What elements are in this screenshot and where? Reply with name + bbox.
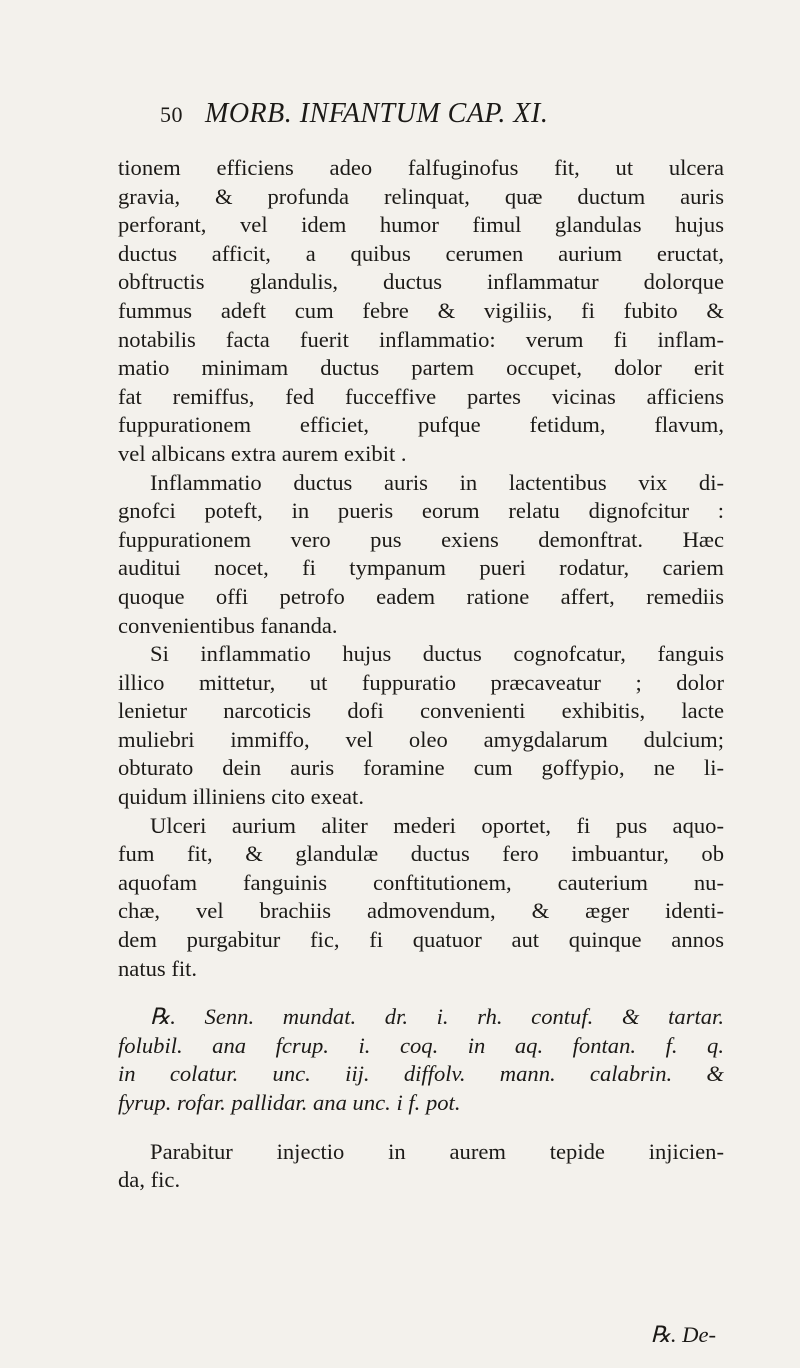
text-line: convenientibus fananda. [118, 612, 338, 638]
text-line: Parabitur injectio in aurem tepide injicien- [150, 1138, 724, 1164]
recipe-line: folubil. ana fcrup. i. coq. in aq. fontan. f. q. [118, 1032, 724, 1058]
text-line: ductus afficit, a quibus cerumen aurium eructat, [118, 240, 724, 266]
text-line: perforant, vel idem humor fimul glandulas hujus [118, 212, 724, 238]
text-line: tionem efficiens adeo falfuginofus fit, ut ulcera [118, 155, 724, 180]
running-header [160, 98, 548, 130]
body-text [118, 154, 724, 1195]
paragraph [118, 640, 724, 812]
paragraph [118, 469, 724, 641]
text-line: illico mittetur, ut fuppuratio præcaveatur ; dolor [118, 669, 724, 695]
text-line: obftructis glandulis, ductus inflammatur dolorque [118, 269, 724, 295]
text-line: Inflammatio ductus auris in lactentibus vix di- [150, 469, 724, 495]
text-line: aquofam fanguinis conftitutionem, cauterium nu- [118, 869, 724, 895]
text-line: fuppurationem vero pus exiens demonftrat. Hæc [118, 526, 724, 552]
text-line: fat remiffus, fed fucceffive partes vicinas afficiens [118, 383, 724, 409]
text-line: lenietur narcoticis dofi convenienti exhibitis, lacte [118, 698, 724, 724]
text-line: natus fit. [118, 955, 198, 981]
text-line: quoque offi petrofo eadem ratione affert, remediis [118, 583, 724, 609]
text-line: obturato dein auris foramine cum goffypio, ne li- [118, 755, 724, 781]
text-line: Ulceri aurium aliter mederi oportet, fi pus aquo- [150, 812, 724, 838]
recipe-line: in colatur. unc. iij. diffolv. mann. calabrin. & [118, 1061, 724, 1087]
text-line: fummus adeft cum febre & vigiliis, fi fubito & [118, 297, 724, 323]
recipe-line: fyrup. rofar. pallidar. ana unc. i f. pot. [118, 1090, 461, 1115]
paragraph [118, 1138, 724, 1195]
text-line: fum fit, & glandulæ ductus fero imbuantur, ob [118, 841, 724, 867]
text-line: quidum illiniens cito exeat. [118, 784, 364, 810]
text-line: matio minimam ductus partem occupet, dolor erit [118, 355, 724, 381]
recipe-block [118, 1003, 724, 1117]
text-line: gnofci poteft, in pueris eorum relatu dignofcitur : [118, 498, 724, 524]
text-line: auditui nocet, fi tympanum pueri rodatur, cariem [118, 555, 724, 581]
text-line: muliebri immiffo, vel oleo amygdalarum dulcium; [118, 726, 724, 752]
text-line: chæ, vel brachiis admovendum, & æger identi- [118, 898, 724, 924]
text-line: da, fic. [118, 1167, 181, 1193]
text-line: notabilis facta fuerit inflammatio: verum fi inflam- [118, 326, 724, 352]
running-title: MORB. INFANTUM CAP. XI. [205, 98, 549, 129]
text-line: vel albicans extra aurem exibit . [118, 440, 407, 466]
text-line: dem purgabitur fic, fi quatuor aut quinque annos [118, 927, 724, 953]
paragraph [118, 812, 724, 984]
paragraph [118, 154, 724, 469]
text-line: fuppurationem efficiet, pufque fetidum, flavum, [118, 412, 724, 438]
spacer [118, 1118, 724, 1138]
recipe-line: ℞. Senn. mundat. dr. i. rh. contuf. & tartar. [150, 1004, 724, 1030]
text-line: Si inflammatio hujus ductus cognofcatur, fanguis [150, 641, 724, 667]
page-number: 50 [160, 102, 183, 127]
catchword: ℞. De- [650, 1322, 716, 1347]
text-line: gravia, & profunda relinquat, quæ ductum auris [118, 183, 724, 209]
spacer [118, 983, 724, 1003]
